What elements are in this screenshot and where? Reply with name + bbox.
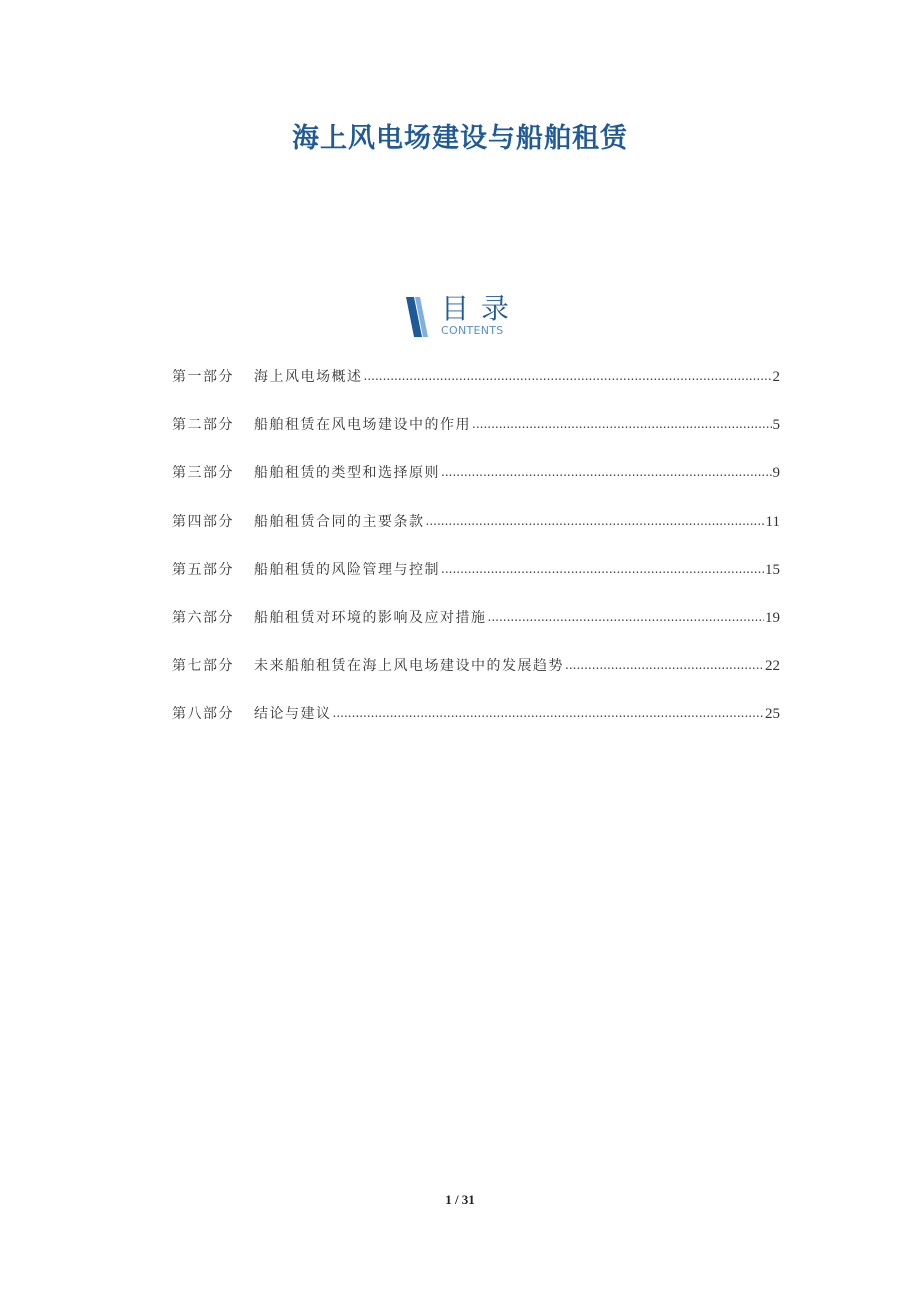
toc-entry-leader [441, 464, 772, 480]
toc-entry[interactable] [172, 559, 780, 607]
toc-entry-leader [441, 561, 764, 577]
toc-entry-leader [426, 513, 765, 529]
toc-entry-title: 未来船舶租赁在海上风电场建设中的发展趋势 [254, 658, 564, 675]
toc-entry-title: 结论与建议 [254, 706, 332, 723]
toc-entry-part: 第一部分 [172, 369, 234, 385]
toc-entry-leader [472, 416, 772, 432]
page-indicator: 1 / 31 [445, 1192, 475, 1207]
toc-entry[interactable] [172, 703, 780, 751]
toc-heading-subtitle: CONTENTS [441, 324, 504, 337]
toc-entry-leader [488, 609, 765, 625]
toc-entry-leader [333, 705, 765, 721]
toc-entry-title: 船舶租赁合同的主要条款 [254, 513, 425, 530]
toc-entry[interactable] [172, 366, 780, 414]
toc-entry-title: 船舶租赁的类型和选择原则 [254, 465, 440, 482]
toc-entry[interactable] [172, 462, 780, 510]
toc-heading [405, 292, 525, 340]
toc-entry-page: 11 [765, 513, 780, 530]
toc-entry-page: 9 [772, 465, 780, 482]
toc-entry-part: 第七部分 [172, 658, 234, 675]
toc-entry[interactable] [172, 414, 780, 462]
toc-entry-part: 第五部分 [172, 561, 234, 578]
toc-entry-page: 25 [765, 706, 780, 723]
toc-entry-part: 第三部分 [172, 465, 234, 482]
toc-heading-title: 目录 [441, 292, 522, 325]
toc-entry-page: 15 [765, 561, 780, 578]
toc-entry[interactable] [172, 655, 780, 703]
toc-entry-leader [565, 657, 764, 673]
toc-entry-title: 船舶租赁在风电场建设中的作用 [254, 417, 471, 434]
toc-entry-page: 2 [772, 369, 780, 385]
toc-entry-title: 海上风电场概述 [254, 369, 363, 385]
toc-list [172, 366, 780, 752]
toc-entry-page: 5 [772, 417, 780, 434]
toc-entry-page: 22 [765, 658, 780, 675]
document-title: 海上风电场建设与船舶租赁 [292, 123, 628, 154]
toc-entry-page: 19 [765, 609, 780, 626]
toc-entry-title: 船舶租赁的风险管理与控制 [254, 561, 440, 578]
toc-entry-part: 第八部分 [172, 706, 234, 723]
toc-entry-title: 船舶租赁对环境的影响及应对措施 [254, 609, 487, 626]
toc-entry-part: 第四部分 [172, 513, 234, 530]
toc-entry[interactable] [172, 511, 780, 559]
toc-entry-leader [364, 368, 772, 384]
toc-entry-part: 第二部分 [172, 417, 234, 434]
toc-entry-part: 第六部分 [172, 609, 234, 626]
toc-entry[interactable] [172, 607, 780, 655]
book-stripe-icon [405, 296, 431, 338]
